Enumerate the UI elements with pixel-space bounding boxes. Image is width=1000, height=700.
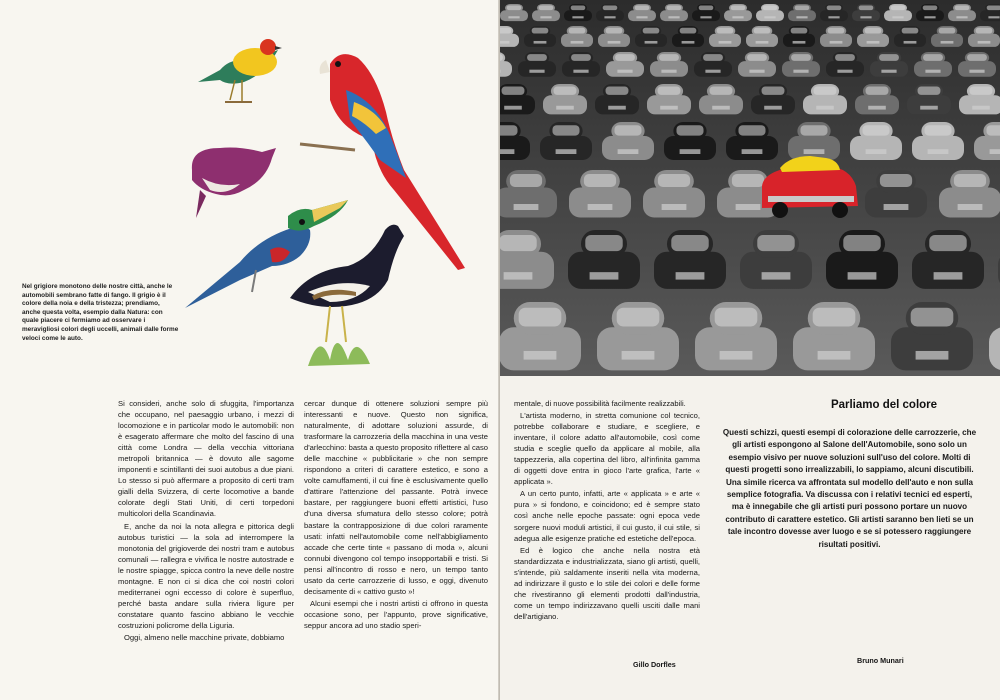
author-signature-dorfles: Gillo Dorfles xyxy=(633,660,676,669)
purple-bird-icon xyxy=(192,148,276,219)
article-column-1 xyxy=(118,398,294,644)
paragraph: Alcuni esempi che i nostri artisti ci offrono in questa occasione sono, per l'appunto, prove significative, seppur ancora ad uno stadio speri- xyxy=(304,598,488,630)
cars-photo-graphic xyxy=(500,0,1000,376)
birds-caption: Nel grigiore monotono delle nostre città, anche le automobili sembrano fatte di fango. Il grigio è il colore della noia e della tristezza; prendiamo, anche questa volta, esempio dalla Natura: con quale piacere ci fermiamo ad osservare i meravigliosi colori degli uccelli, animali dalle forme veloci come le auto. xyxy=(22,283,179,342)
birds-illustration xyxy=(180,30,480,375)
sidebar-heading: Parliamo del colore xyxy=(830,399,938,411)
yellow-bird-icon xyxy=(198,39,282,102)
sidebar-text xyxy=(722,427,977,551)
article-column-3 xyxy=(514,398,700,623)
paragraph: mentale, di nuove possibilità facilmente realizzabili. xyxy=(514,399,686,408)
paragraph: L'artista moderno, in stretta comunione col tecnico, potrebbe collaborare e studiare, e scegliere, e inventare, il colore adatto all'automobile, così come studia e sceglie quello da applicare al mobile, alla tappezzeria, alla copertina del libro, all'infinita gamma di oggetti dove entra in gioco l'arte grafica, l'arte « applicata ». xyxy=(514,411,700,487)
paragraph: cercar dunque di ottenere soluzioni sempre più interessanti e nuove. Questo non significa, naturalmente, di adottare soluzioni assurde, di trasformare la carrozzeria della macchina in una veste d'arlecchino: basta a questo proposito riflettere al caso delle macchine « pubblicitarie » che non sempre rispondono a criteri di carattere estetico, e sono a volte camuffamenti, il cui fine è esclusivamente quello d'attirare l'attenzione del passante. Potrà invece bastare, per raggiungere buoni effetti artistici, l'uso d'una diversa sfumatura dello stesso colore; potrà bastare la contrapposizione di due colori raramente usati: infatti nell'automobile come nell'abbigliamento accade che certe tinte « passano di moda », alcuni connubi divengono col tempo insopportabili e tristi. Si pensi all'incontro di rosso e nero, un tempo tanto usato da certe carrozzerie di lusso, e oggi, divenuto decisamente di « cattivo gusto »! xyxy=(304,399,488,596)
paragraph: Oggi, almeno nelle macchine private, dobbiamo xyxy=(124,632,285,642)
paragraph: Ed è logico che anche nella nostra età standardizzata e industrializzata, siano gli artisti, quelli, s'intende, più saldamente inseriti nella vita moderna, ad indirizzare il gusto e lo stile dei colori e delle forme che rivestiranno gli elementi prodotti dall'industria, come un tempo indirizzavano quelli usciti dalle mani dell'artigiano. xyxy=(514,545,700,621)
paragraph: E, anche da noi la nota allegra e pittorica degli autobus turistici — la sola ad interrompere la monotonia del grigioverde dei nostri tram e autobus comunali — rallegra e vivifica le nostre autostrade e le nostre spiagge, spicca contro la neve delle nostre montagne. E non ci si dica che coi nostri colori mediterranei ogni eccesso di colore è superfluo, perché basta andare sulla riviera ligure per constatare quanto fascino abbiano le vecchie costruzioni policrome della Liguria. xyxy=(118,521,294,630)
article-column-2 xyxy=(304,398,488,632)
paragraph: A un certo punto, infatti, arte « applicata » e arte « pura » si fondono, e coincidono; ed è sempre stato così anche nelle epoche passate: ogni epoca vede sorgere nuovi moduli artistici, il cui gusto, il cui stile, si adegua alle esigenze pratiche ed estetiche dell'epoca. xyxy=(514,489,700,543)
paragraph: Si consideri, anche solo di sfuggita, l'importanza che occupano, nel paesaggio urbano, i mezzi di locomozione e in particolar modo le automobili: non è esagerato affermare che molto del fascino di una città come Londra — della vecchia vittoriana metropoli britannica — è dovuto alle sagome imponenti e scintillanti dei suoi autobus a due piani. Lo stesso si può affermare a proposito di certi tram gialli della Svizzera, di certe locomotive a bande colorate degli Stati Uniti, di certi torpedoni multicolori della Scandinavia. xyxy=(118,399,294,519)
parking-lot-photo xyxy=(500,0,1000,376)
author-signature-munari: Bruno Munari xyxy=(857,656,904,665)
paragraph: Questi schizzi, questi esempi di colorazione delle carrozzerie, che gli artisti espongono al Salone dell'Automobile, sono solo un esempio visivo per nuove soluzioni sull'uso del colore. Molti di questi progetti sono irrealizzabili, lo sappiamo, alcuni discutibili. Una simile ricerca va affrontata sul modello dell'auto e non sulla semplice fotografia. Va discussa con i relativi tecnici ed esperti, ma è innegabile che gli artisti puri possono portare un nuovo contributo di carattere estetico. Gli artisti saranno ben lieti se un tale incontro dovesse aver luogo e se si potessero raggiungere risultati positivi. xyxy=(722,428,977,549)
right-page xyxy=(500,0,1000,700)
